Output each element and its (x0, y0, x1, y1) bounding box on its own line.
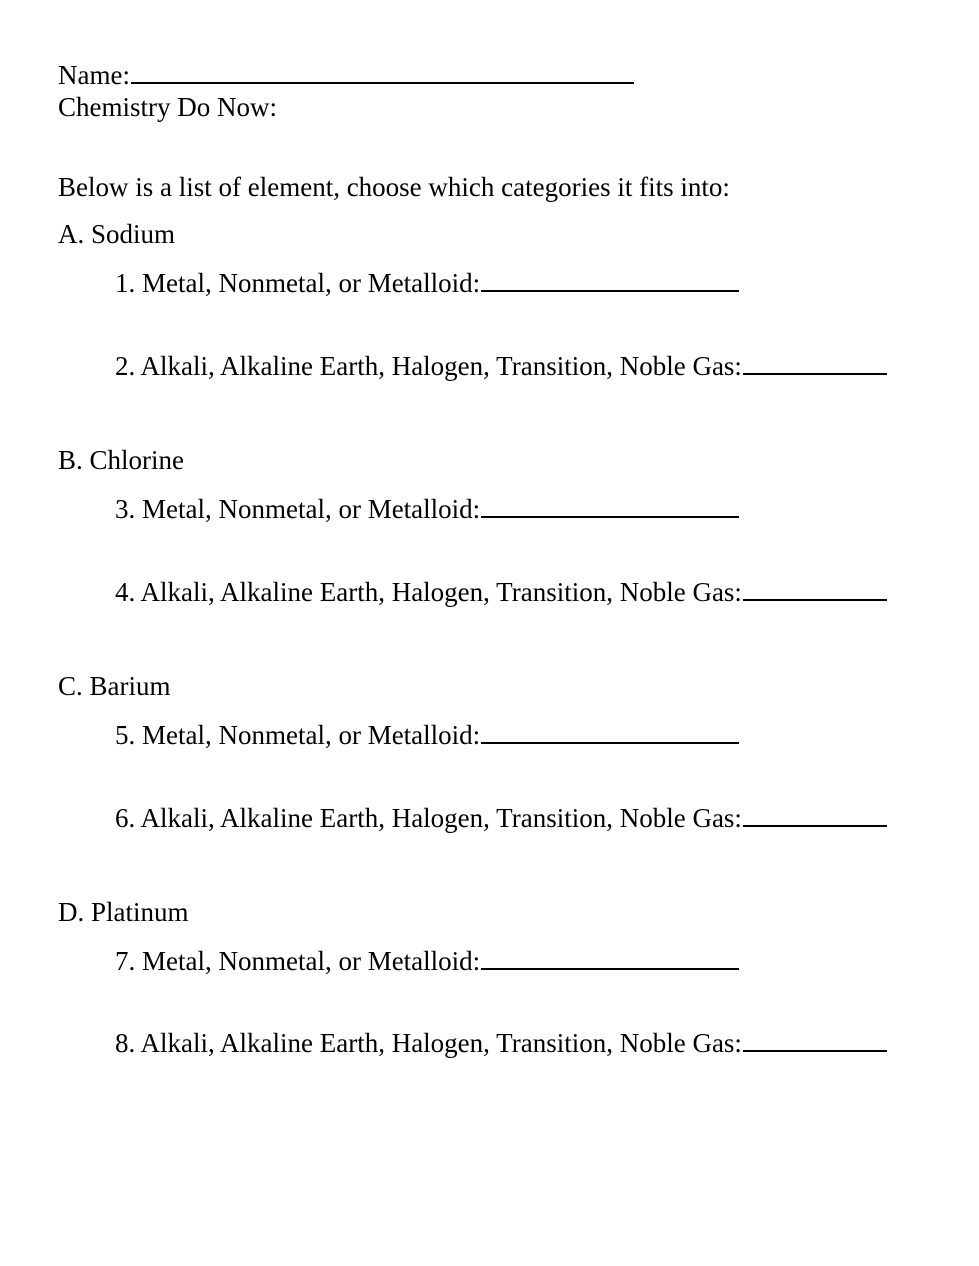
question-2 (115, 349, 887, 382)
question-text: 7. Metal, Nonmetal, or Metalloid: (115, 946, 481, 976)
answer-blank[interactable] (481, 492, 739, 518)
answer-blank[interactable] (743, 801, 887, 827)
answer-blank[interactable] (743, 1026, 887, 1052)
question-3 (115, 492, 739, 525)
question-7 (115, 944, 739, 977)
section-label-sodium: A. Sodium (58, 219, 176, 249)
question-text: 5. Metal, Nonmetal, or Metalloid: (115, 720, 481, 750)
question-text: 3. Metal, Nonmetal, or Metalloid: (115, 494, 481, 524)
section-label-barium: C. Barium (58, 671, 171, 701)
answer-blank[interactable] (481, 718, 739, 744)
question-4 (115, 575, 887, 608)
answer-blank[interactable] (481, 266, 739, 292)
section-label-platinum: D. Platinum (58, 897, 189, 927)
instructions: Below is a list of element, choose which categories it fits into: (58, 172, 730, 202)
answer-blank[interactable] (743, 349, 887, 375)
name-label: Name: (58, 60, 130, 90)
question-text: 4. Alkali, Alkaline Earth, Halogen, Transition, Noble Gas: (115, 577, 742, 607)
section-label-chlorine: B. Chlorine (58, 445, 184, 475)
question-text: 1. Metal, Nonmetal, or Metalloid: (115, 268, 481, 298)
answer-blank[interactable] (481, 944, 739, 970)
question-text: 2. Alkali, Alkaline Earth, Halogen, Transition, Noble Gas: (115, 351, 742, 381)
question-text: 6. Alkali, Alkaline Earth, Halogen, Transition, Noble Gas: (115, 803, 742, 833)
page-title: Chemistry Do Now: (58, 92, 277, 122)
name-line (58, 58, 634, 91)
question-1 (115, 266, 739, 299)
question-8 (115, 1026, 887, 1059)
name-blank[interactable] (131, 58, 634, 84)
question-6 (115, 801, 887, 834)
answer-blank[interactable] (743, 575, 887, 601)
question-text: 8. Alkali, Alkaline Earth, Halogen, Transition, Noble Gas: (115, 1028, 742, 1058)
question-5 (115, 718, 739, 751)
